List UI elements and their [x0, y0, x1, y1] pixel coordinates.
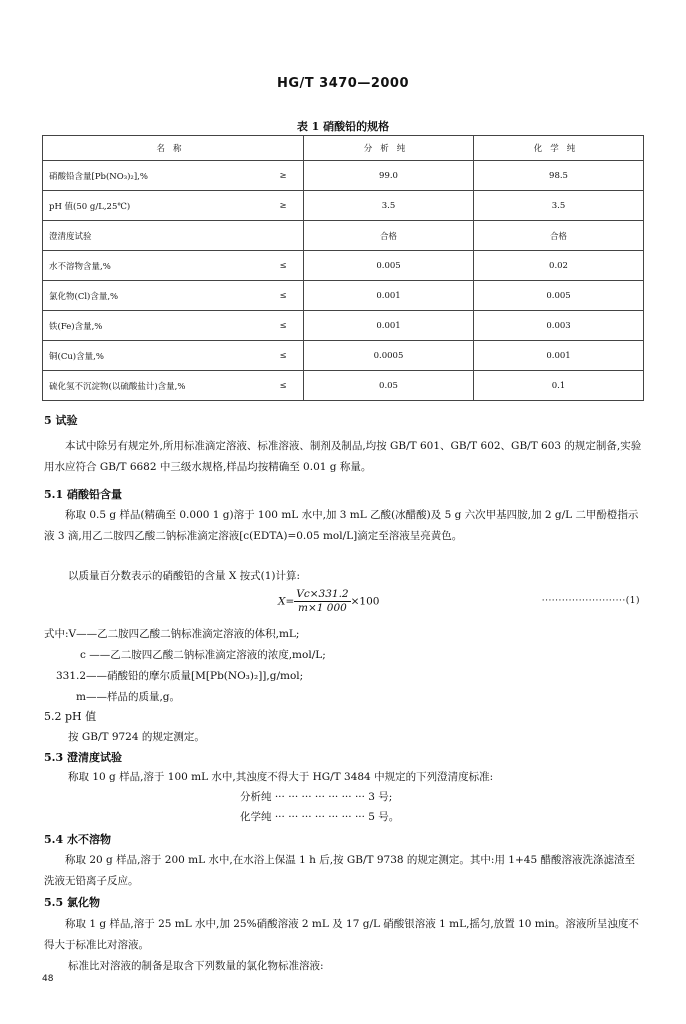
section-5-2-heading: 5.2 pH 值: [44, 710, 97, 723]
row-cp-value: 3.5: [474, 191, 644, 221]
row-ar-value: 0.001: [304, 311, 474, 341]
formula-denominator: m×1 000: [298, 602, 347, 614]
section-5-4-text: 称取 20 g 样品,溶于 200 mL 水中,在水浴上保温 1 h 后,按 GB/T 9738 的规定测定。其中:用 1+45 醋酸溶液洗涤滤渣至洗液无铅离子反应。: [44, 854, 635, 887]
row-ar-value: 合格: [304, 221, 474, 251]
row-name: 氯化物(Cl)含量,%: [43, 281, 264, 311]
row-cp-value: 合格: [474, 221, 644, 251]
where-desc: 乙二胺四乙酸二钠标准滴定溶液的浓度,mol/L;: [110, 649, 326, 661]
table-header-row: [43, 136, 644, 161]
where-desc: 乙二胺四乙酸二钠标准滴定溶液的体积,mL;: [97, 628, 300, 640]
table-row: [43, 221, 644, 251]
row-operator: [263, 221, 304, 251]
where-desc: 样品的质量,g。: [106, 691, 181, 703]
where-desc: 硝酸铅的摩尔质量[M[Pb(NO₃)₂]],g/mol;: [107, 670, 304, 682]
where-line: [76, 687, 180, 708]
col-header-ar: 分析纯: [304, 136, 474, 161]
table-row: [43, 341, 644, 371]
row-ar-value: 99.0: [304, 161, 474, 191]
formula-1: [278, 588, 648, 618]
row-name: 硝酸铅含量[Pb(NO₃)₂],%: [43, 161, 264, 191]
table-row: [43, 251, 644, 281]
row-ar-value: 0.0005: [304, 341, 474, 371]
row-operator: ≤: [263, 371, 304, 401]
table-row: [43, 371, 644, 401]
clarity-line-ar: 分析纯 ··· ··· ··· ··· ··· ··· ··· 3 号;: [240, 791, 393, 803]
row-operator: ≥: [263, 191, 304, 221]
section-5-1-heading: 5.1 硝酸铅含量: [44, 488, 122, 501]
where-line: [44, 624, 299, 645]
section-5-5-text: 称取 1 g 样品,溶于 25 mL 水中,加 25%硝酸溶液 2 mL 及 17 g/L 硝酸银溶液 1 mL,摇匀,放置 10 min。溶液所呈浊度不得大于标准比对溶液。: [44, 918, 639, 951]
row-name: 水不溶物含量,%: [43, 251, 264, 281]
row-operator: ≤: [263, 281, 304, 311]
col-header-name: 名称: [43, 136, 304, 161]
row-name: 硫化氢不沉淀物(以硫酸盐计)含量,%: [43, 371, 264, 401]
row-operator: ≥: [263, 161, 304, 191]
table-row: [43, 281, 644, 311]
row-cp-value: 0.005: [474, 281, 644, 311]
section-5-heading: 5 试验: [44, 414, 78, 427]
col-header-cp: 化学纯: [474, 136, 644, 161]
row-cp-value: 0.02: [474, 251, 644, 281]
section-5-1-text: 称取 0.5 g 样品(精确至 0.000 1 g)溶于 100 mL 水中,加 3 mL 乙酸(冰醋酸)及 5 g 六次甲基四胺,加 2 g/L 二甲酚橙指示液 3 滴,用乙二胺四乙酸二钠标准滴定溶液[c(EDTA)=0.05 mol/L]滴定至溶液呈亮黄色。: [44, 509, 639, 542]
table-row: [43, 191, 644, 221]
page-number: 48: [42, 974, 54, 984]
table-row: [43, 161, 644, 191]
row-name: 澄清度试验: [43, 221, 264, 251]
where-line: [80, 645, 326, 666]
where-line: [56, 666, 303, 687]
row-operator: ≤: [263, 311, 304, 341]
row-operator: ≤: [263, 341, 304, 371]
spec-table: [42, 135, 644, 401]
row-operator: ≤: [263, 251, 304, 281]
where-symbol: m——: [76, 691, 107, 703]
where-symbol: 式中:V——: [44, 628, 98, 640]
row-ar-value: 0.005: [304, 251, 474, 281]
row-ar-value: 0.05: [304, 371, 474, 401]
row-name: pH 值(50 g/L,25℃): [43, 191, 264, 221]
section-5-5-heading: 5.5 氯化物: [44, 896, 100, 909]
section-5-3-text: 称取 10 g 样品,溶于 100 mL 水中,其浊度不得大于 HG/T 3484 中规定的下列澄清度标准:: [68, 771, 494, 783]
row-cp-value: 0.1: [474, 371, 644, 401]
row-cp-value: 0.003: [474, 311, 644, 341]
clarity-line-cp: 化学纯 ··· ··· ··· ··· ··· ··· ··· 5 号。: [240, 811, 400, 823]
section-5-text: 本试中除另有规定外,所用标准滴定溶液、标准溶液、制剂及制品,均按 GB/T 601、GB/T 602、GB/T 603 的规定制备,实验用水应符合 GB/T 6682 中三级水规格,样品均按精确至 0.01 g 称量。: [44, 440, 642, 473]
where-symbol: c ——: [80, 649, 111, 661]
row-name: 铜(Cu)含量,%: [43, 341, 264, 371]
section-5-3-heading: 5.3 澄清度试验: [44, 751, 122, 764]
formula-numerator: Vc×331.2: [296, 588, 349, 600]
document-header: HG/T 3470—2000: [276, 76, 410, 91]
formula-lhs: X=: [278, 595, 295, 608]
row-ar-value: 3.5: [304, 191, 474, 221]
table-caption: 表 1 硝酸铅的规格: [296, 120, 390, 133]
formula-tail: ×100: [350, 595, 380, 608]
row-cp-value: 0.001: [474, 341, 644, 371]
row-cp-value: 98.5: [474, 161, 644, 191]
row-ar-value: 0.001: [304, 281, 474, 311]
table-row: [43, 311, 644, 341]
row-name: 铁(Fe)含量,%: [43, 311, 264, 341]
formula-label: ·························(1): [541, 596, 640, 606]
section-5-5-text-2: 标准比对溶液的制备是取含下列数量的氯化物标准溶液:: [68, 960, 324, 972]
formula-fraction: [294, 588, 350, 615]
calc-intro: 以质量百分数表示的硝酸铅的含量 X 按式(1)计算:: [68, 570, 301, 582]
section-5-2-text: 按 GB/T 9724 的规定测定。: [68, 731, 205, 743]
where-symbol: 331.2——: [56, 670, 108, 682]
section-5-4-heading: 5.4 水不溶物: [44, 833, 111, 846]
